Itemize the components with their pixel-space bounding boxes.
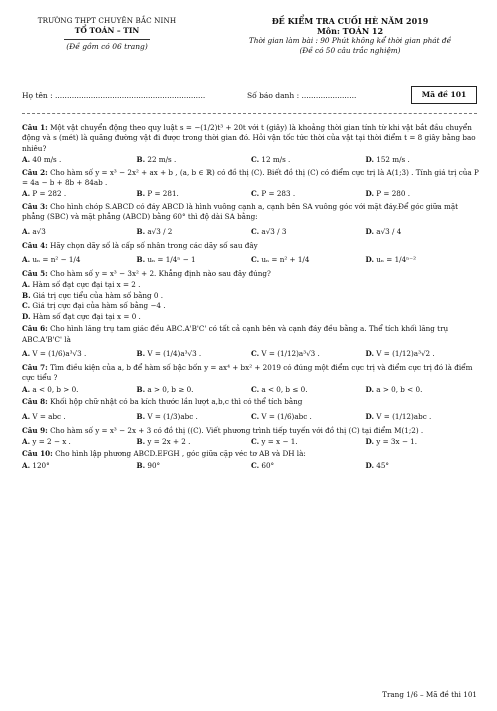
option-label: B.	[136, 436, 146, 446]
student-name-field: Họ tên : ...............................................................	[22, 91, 206, 100]
header-separator	[22, 113, 477, 114]
exam-time-note: Thời gian làm bài : 90 Phút không kể thời gian phát đề	[248, 36, 452, 45]
option-text: a < 0, b ≤ 0.	[261, 384, 308, 394]
answer-options	[22, 280, 480, 322]
answer-option[interactable]	[251, 385, 366, 395]
question-text: Cho hàm số y = x³ − 2x² + ax + b , (a, b ∈ ℝ) có đồ thị (C). Biết đồ thị (C) có điểm cực trị là A(1;3) . Tính giá trị của P = 4a − b + 8b + 84ab .	[22, 167, 479, 188]
answer-option[interactable]	[366, 385, 481, 395]
answer-option[interactable]	[22, 291, 480, 301]
answer-option[interactable]	[137, 189, 252, 199]
option-text: V = (1/12)a³√2 .	[376, 348, 435, 358]
exam-title: ĐỀ KIỂM TRA CUỐI HÈ NĂM 2019	[271, 16, 429, 26]
option-text: uₙ = 1/4ⁿ⁻²	[376, 255, 416, 265]
answer-option[interactable]	[22, 385, 137, 395]
option-label: A.	[22, 255, 31, 265]
answer-options	[22, 189, 480, 199]
option-text: y = x − 1.	[261, 436, 298, 446]
option-label: A.	[22, 280, 31, 290]
option-label: A.	[22, 411, 31, 421]
option-label: B.	[136, 348, 146, 358]
option-text: uₙ = 1/4ⁿ − 1	[147, 255, 196, 265]
option-label: D.	[365, 348, 374, 358]
question-number: Câu 8:	[22, 397, 48, 407]
answer-option[interactable]	[22, 301, 480, 311]
question-text-block	[22, 241, 480, 251]
option-text: V = abc .	[32, 411, 66, 421]
answer-options	[22, 155, 480, 165]
option-label: C.	[251, 348, 260, 358]
option-text: 60°	[261, 460, 275, 470]
option-label: C.	[251, 189, 260, 199]
option-text: a > 0, b ≥ 0.	[147, 384, 194, 394]
question-text: Cho hình lăng trụ tam giác đều ABC.A'B'C' có tất cả cạnh bên và cạnh đáy đều bằng a. Thể tích khối lăng trụ ABC.A'B'C' là	[22, 324, 449, 344]
option-label: D.	[365, 189, 374, 199]
question-text-block	[22, 397, 480, 407]
answer-options	[22, 224, 480, 239]
option-text: a√3	[32, 226, 46, 236]
option-text: a√3 / 2	[147, 226, 173, 236]
question-text-block	[22, 202, 480, 223]
question-number: Câu 2:	[22, 167, 48, 177]
option-label: D.	[365, 384, 374, 394]
option-label: D.	[365, 460, 374, 470]
option-label: D.	[365, 255, 374, 265]
answer-option[interactable]	[251, 252, 366, 267]
answer-option[interactable]	[366, 252, 481, 267]
answer-option[interactable]	[137, 385, 252, 395]
question-number: Câu 7:	[22, 362, 48, 372]
answer-option[interactable]	[251, 155, 366, 165]
option-text: y = 2 − x .	[32, 436, 71, 446]
question-number: Câu 5:	[22, 269, 48, 279]
answer-option[interactable]	[137, 224, 252, 239]
option-text: P = 283 .	[261, 189, 296, 199]
question-number: Câu 6:	[22, 324, 48, 334]
answer-option[interactable]	[22, 155, 137, 165]
option-label: D.	[365, 226, 374, 236]
answer-option[interactable]	[22, 280, 480, 290]
option-label: B.	[22, 290, 31, 300]
question-number: Câu 1:	[22, 123, 48, 132]
option-label: B.	[136, 411, 146, 421]
answer-option[interactable]	[366, 155, 481, 165]
question-number: Câu 10:	[22, 449, 53, 459]
page-footer: Trang 1/6 – Mã đề thi 101	[382, 690, 477, 699]
header-right	[225, 16, 475, 56]
answer-option[interactable]	[22, 252, 137, 267]
question-text: Cho hàm số y = x³ − 3x² + 2. Khẳng định nào sau đây đúng?	[50, 269, 271, 279]
pages-note: (Đề gồm có 06 trang)	[66, 42, 148, 51]
answer-option[interactable]	[251, 409, 366, 424]
answer-option[interactable]	[22, 346, 137, 361]
answer-option[interactable]	[137, 346, 252, 361]
option-label: A.	[22, 460, 31, 470]
option-text: P = 281.	[147, 189, 179, 199]
answer-option[interactable]	[366, 346, 481, 361]
option-text: a > 0, b < 0.	[376, 384, 423, 394]
exam-subject: Môn: TOÁN 12	[316, 26, 384, 36]
option-text: y = 2x + 2 .	[147, 436, 191, 446]
answer-option[interactable]	[366, 189, 481, 199]
answer-option[interactable]	[137, 155, 252, 165]
answer-options	[22, 461, 480, 471]
answer-option[interactable]	[22, 437, 137, 447]
option-label: B.	[136, 384, 146, 394]
answer-options	[22, 252, 480, 267]
option-text: 12 m/s .	[261, 155, 291, 165]
option-label: C.	[251, 460, 260, 470]
answer-option[interactable]	[366, 461, 481, 471]
question-number: Câu 9:	[22, 425, 48, 435]
option-label: C.	[251, 226, 260, 236]
question-item	[22, 324, 480, 361]
option-label: D.	[365, 411, 374, 421]
answer-option[interactable]	[137, 409, 252, 424]
exam-questions-note: (Đề có 50 câu trắc nghiệm)	[299, 46, 401, 55]
question-item	[22, 426, 480, 448]
option-label: A.	[22, 384, 31, 394]
answer-option[interactable]	[251, 461, 366, 471]
answer-options	[22, 409, 480, 424]
answer-option[interactable]	[22, 312, 480, 322]
option-label: B.	[136, 155, 146, 165]
option-text: P = 282 .	[32, 189, 67, 199]
option-text: y = 3x − 1.	[376, 436, 418, 446]
option-text: 40 m/s .	[32, 155, 62, 165]
option-label: C.	[251, 384, 260, 394]
question-list	[22, 123, 480, 473]
answer-option[interactable]	[366, 437, 481, 447]
question-text: Tìm điều kiện của a, b để hàm số bậc bốn y = ax⁴ + bx² + 2019 có đúng một điểm cực trị và điểm cực trị đó là điểm cực tiểu ?	[22, 362, 473, 383]
school-name: TRƯỜNG THPT CHUYÊN BẮC NINH	[37, 16, 177, 25]
exam-code-box: Mã đề 101	[411, 86, 477, 104]
option-text: V = (1/6)a³√3 .	[32, 348, 87, 358]
option-text: uₙ = n² − 1/4	[32, 255, 81, 265]
question-text: Cho hình chóp S.ABCD có đáy ABCD là hình vuông cạnh a, cạnh bên SA vuông góc với mặt đáy.Để góc giữa mặt phẳng (SBC) và mặt phẳng (ABCD) bằng 60° thì độ dài SA bằng:	[22, 201, 458, 222]
answer-option[interactable]	[251, 224, 366, 239]
option-text: Giá trị cực tiểu của hàm số bằng 0 .	[32, 290, 164, 300]
option-label: C.	[22, 301, 31, 311]
answer-option[interactable]	[137, 461, 252, 471]
answer-option[interactable]	[366, 224, 481, 239]
question-number: Câu 3:	[22, 201, 48, 211]
option-text: P = 280 .	[376, 189, 410, 199]
option-text: 152 m/s .	[376, 155, 410, 165]
option-text: a < 0, b > 0.	[32, 384, 79, 394]
question-text: Khối hộp chữ nhật có ba kích thước lần lượt a,b,c thì có thể tích bằng	[50, 397, 303, 407]
option-label: A.	[22, 436, 31, 446]
option-label: B.	[136, 460, 146, 470]
answer-option[interactable]	[22, 409, 137, 424]
option-label: A.	[22, 155, 31, 165]
answer-options	[22, 385, 480, 395]
student-info-row	[22, 88, 477, 104]
answer-option[interactable]	[22, 224, 137, 239]
option-label: C.	[251, 155, 260, 165]
question-item	[22, 168, 480, 200]
question-item	[22, 363, 480, 395]
answer-options	[22, 346, 480, 361]
option-label: D.	[22, 311, 31, 321]
option-text: Hàm số đạt cực đại tại x = 2 .	[32, 280, 141, 290]
question-text-block	[22, 123, 480, 154]
option-text: 90°	[147, 460, 161, 470]
question-text: Một vật chuyển động theo quy luật s = −(1/2)t³ + 20t với t (giây) là khoảng thời gian tính từ khi vật bắt đầu chuyển động và s (mét) là quãng đường vật đi được trong thời gian đó. Hỏi vận tốc tức thời của vật tại thời điểm t = 8 giây bằng bao nhiêu?	[22, 123, 476, 153]
option-label: D.	[365, 155, 374, 165]
question-item	[22, 449, 480, 471]
answer-option[interactable]	[137, 437, 252, 447]
header-divider	[64, 39, 150, 40]
question-text-block	[22, 168, 480, 189]
answer-option[interactable]	[251, 346, 366, 361]
question-text: Hãy chọn dãy số là cấp số nhân trong các dãy số sau đây	[50, 240, 258, 250]
question-item	[22, 123, 480, 166]
option-text: Hàm số đạt cực đại tại x = 0 .	[32, 311, 141, 321]
option-label: A.	[22, 189, 31, 199]
question-item	[22, 241, 480, 267]
option-label: C.	[251, 436, 260, 446]
option-text: 22 m/s .	[147, 155, 177, 165]
option-text: Giá trị cực đại của hàm số bằng −4 .	[32, 301, 166, 311]
student-id-field: Số báo danh : .......................	[247, 91, 357, 100]
department-name: TỔ TOÁN – TIN	[74, 26, 140, 35]
option-label: D.	[365, 436, 374, 446]
answer-option[interactable]	[22, 189, 137, 199]
question-text-block	[22, 269, 480, 279]
option-text: V = (1/12)abc .	[376, 411, 432, 421]
option-label: C.	[251, 255, 260, 265]
question-text: Cho hình lập phương ABCD.EFGH , góc giữa cặp véc tơ AB và DH là:	[55, 449, 306, 459]
option-text: 120°	[32, 460, 50, 470]
question-text-block	[22, 449, 480, 459]
option-text: a√3 / 3	[261, 226, 287, 236]
answer-option[interactable]	[366, 409, 481, 424]
question-number: Câu 4:	[22, 240, 48, 250]
option-text: 45°	[376, 460, 390, 470]
option-label: A.	[22, 226, 31, 236]
answer-option[interactable]	[22, 461, 137, 471]
option-label: C.	[251, 411, 260, 421]
option-label: B.	[136, 226, 146, 236]
option-text: uₙ = n² + 1/4	[261, 255, 310, 265]
option-label: B.	[136, 189, 146, 199]
question-text: Cho hàm số y = x³ − 2x + 3 có đồ thị ((C). Viết phương trình tiếp tuyến với đồ thị (C) tại điểm M(1;2) .	[50, 425, 424, 435]
question-text-block	[22, 426, 480, 436]
answer-option[interactable]	[251, 189, 366, 199]
option-text: V = (1/3)abc .	[147, 411, 198, 421]
option-text: V = (1/6)abc .	[261, 411, 312, 421]
header-left	[22, 16, 192, 52]
option-label: B.	[136, 255, 146, 265]
question-item	[22, 269, 480, 322]
question-item	[22, 202, 480, 239]
option-label: A.	[22, 348, 31, 358]
option-text: V = (1/4)a³√3 .	[147, 348, 202, 358]
option-text: a√3 / 4	[376, 226, 402, 236]
answer-option[interactable]	[137, 252, 252, 267]
question-text-block	[22, 363, 480, 384]
question-text-block	[22, 324, 480, 345]
option-text: V = (1/12)a³√3 .	[261, 348, 320, 358]
answer-option[interactable]	[251, 437, 366, 447]
answer-options	[22, 437, 480, 447]
question-item	[22, 397, 480, 423]
